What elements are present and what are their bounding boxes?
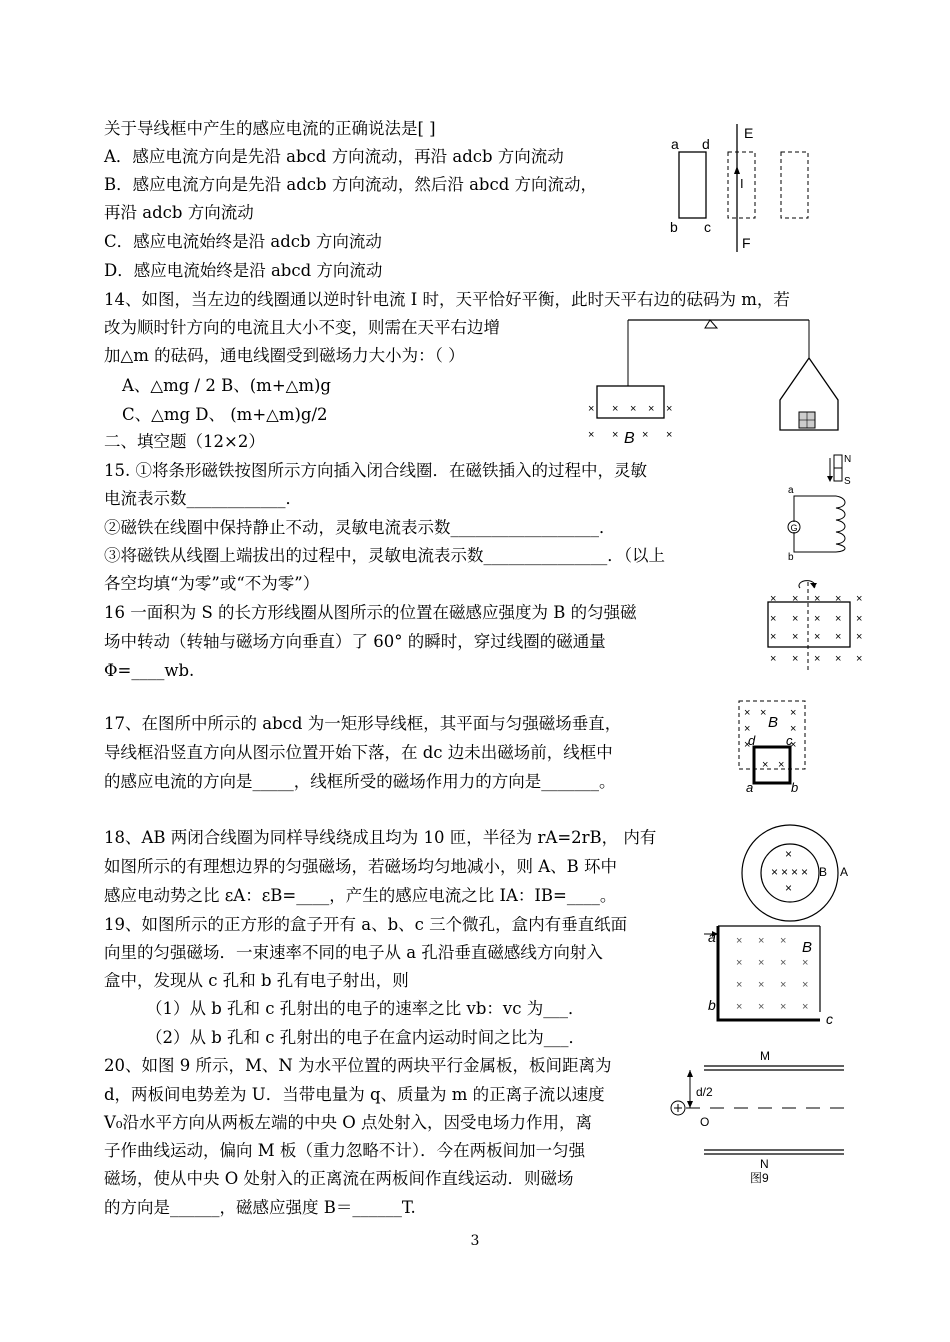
figure-q18-two-rings <box>736 820 856 928</box>
fig18-label-a: A <box>840 865 849 879</box>
figure-q17-falling-frame <box>736 698 816 796</box>
svg-text:×: × <box>758 935 765 947</box>
svg-text:×: × <box>790 707 797 719</box>
figure-q13-wire-frame <box>660 122 820 254</box>
q20-blank: 的方向是______，磁感应强度 B＝______T. <box>104 1198 416 1217</box>
page-number: 3 <box>470 1233 480 1249</box>
svg-text:×: × <box>758 979 765 991</box>
svg-text:×: × <box>814 653 821 665</box>
fig20-label-o: O <box>700 1115 710 1129</box>
q14-options-ab: A、△mg / 2 B、(m+△m)g <box>122 376 331 395</box>
q19-part-1: （1）从 b 孔和 c 孔射出的电子的速率之比 vb：vc 为___． <box>146 999 585 1018</box>
q14-options-cd: C、△mg D、 (m+△m)g/2 <box>122 405 328 424</box>
svg-text:×: × <box>666 429 673 441</box>
fig17-label-c: c <box>786 733 793 748</box>
svg-text:×: × <box>771 865 779 879</box>
svg-text:×: × <box>792 653 799 665</box>
fig15-label-a: a <box>788 485 794 496</box>
fig15-label-s: S <box>844 476 851 487</box>
fig14-label-b: B <box>624 430 635 446</box>
svg-text:×: × <box>770 593 777 605</box>
q20-stem-3: V₀沿水平方向从两板左端的中央 O 点处射入，因受电场力作用，离 <box>104 1113 593 1132</box>
fig13-label-a: a <box>671 136 679 152</box>
svg-text:×: × <box>790 723 797 735</box>
q13-option-b: B．感应电流方向是先沿 adcb 方向流动，然后沿 abcd 方向流动， <box>104 175 598 194</box>
fig13-label-d: d <box>702 136 710 152</box>
q15-note: 各空均填“为零”或“不为零”） <box>104 574 320 593</box>
svg-text:×: × <box>835 593 842 605</box>
q14-stem-3: 加△m 的砝码，通电线圈受到磁场力大小为：（ ） <box>104 346 465 365</box>
q17-stem-2: 导线框沿竖直方向从图示位置开始下落，在 dc 边未出磁场前，线框中 <box>104 743 613 762</box>
fig18-label-b: B <box>819 865 828 879</box>
svg-text:×: × <box>666 403 673 415</box>
fig19-label-c: c <box>826 1011 833 1027</box>
svg-text:×: × <box>802 979 809 991</box>
q18-blank: 感应电动势之比 εA：εB=____，产生的感应电流之比 IA：IB=____。 <box>104 886 617 905</box>
svg-text:×: × <box>736 957 743 969</box>
figure-q19-square-box <box>700 920 840 1030</box>
q13-option-d: D．感应电流始终是沿 abcd 方向流动 <box>104 261 383 280</box>
q16-stem-2: 场中转动（转轴与磁场方向垂直）了 60° 的瞬时，穿过线圈的磁通量 <box>104 632 606 651</box>
svg-text:×: × <box>802 1001 809 1013</box>
q19-stem-2: 向里的匀强磁场．一束速率不同的电子从 a 孔沿垂直磁感线方向射入 <box>104 943 603 962</box>
section-heading: 二、填空题（12×2） <box>104 432 265 451</box>
fig17-label-b: b <box>791 780 799 795</box>
svg-text:×: × <box>758 957 765 969</box>
q17-stem: 17、在图所中所示的 abcd 为一矩形导线框，其平面与匀强磁场垂直， <box>104 714 622 733</box>
svg-text:×: × <box>736 979 743 991</box>
svg-text:×: × <box>758 1001 765 1013</box>
svg-text:×: × <box>744 723 751 735</box>
q13-option-c: C．感应电流始终是沿 adcb 方向流动 <box>104 232 382 251</box>
fig15-label-b: b <box>788 552 794 563</box>
svg-text:×: × <box>856 593 863 605</box>
fig17-label-a: a <box>746 780 754 795</box>
fig15-galvanometer-g: G <box>790 523 798 533</box>
q16-stem: 16 一面积为 S 的长方形线圈从图所示的位置在磁感应强度为 B 的匀强磁 <box>104 603 637 622</box>
fig19-label-a: a <box>708 929 716 945</box>
q18-stem: 18、AB 两闭合线圈为同样导线绕成且均为 10 匝，半径为 rA=2rB， 内有 <box>104 828 657 847</box>
svg-text:×: × <box>778 759 785 771</box>
svg-text:×: × <box>835 653 842 665</box>
q19-stem-3: 盒中，发现从 c 孔和 b 孔有电子射出，则 <box>104 971 409 990</box>
fig13-label-e: E <box>744 125 754 141</box>
svg-text:×: × <box>780 935 787 947</box>
figure-q14-balance <box>584 314 846 446</box>
q17-blank: 的感应电流的方向是_____，线框所受的磁场作用力的方向是_______。 <box>104 772 616 791</box>
svg-text:×: × <box>814 593 821 605</box>
q15-blank-3: ③将磁铁从线圈上端拔出的过程中，灵敏电流表示数_______________．（以上 <box>104 546 665 565</box>
svg-text:×: × <box>588 429 595 441</box>
q14-stem-2: 改为顺时针方向的电流且大小不变，则需在天平右边增 <box>104 318 500 337</box>
fig13-label-c: c <box>704 219 711 235</box>
fig17-label-d: d <box>748 733 756 748</box>
svg-text:×: × <box>814 613 821 625</box>
q13-option-b-cont: 再沿 adcb 方向流动 <box>104 203 254 222</box>
svg-text:×: × <box>791 865 799 879</box>
svg-text:×: × <box>770 631 777 643</box>
svg-text:×: × <box>835 631 842 643</box>
q13-stem: 关于导线框中产生的感应电流的正确说法是[ ] <box>104 119 436 138</box>
svg-text:×: × <box>785 881 793 895</box>
fig20-label-n: N <box>760 1157 769 1171</box>
q18-stem-2: 如图所示的有理想边界的匀强磁场，若磁场均匀地减小，则 A、B 环中 <box>104 857 618 876</box>
svg-text:×: × <box>801 865 809 879</box>
svg-text:×: × <box>856 653 863 665</box>
svg-text:×: × <box>792 613 799 625</box>
svg-text:×: × <box>792 631 799 643</box>
svg-text:×: × <box>760 707 767 719</box>
fig17-label-b-field: B <box>768 714 779 731</box>
svg-text:×: × <box>630 403 637 415</box>
figure-q16-rotating-coil <box>762 578 872 674</box>
svg-text:×: × <box>612 429 619 441</box>
q19-part-2: （2）从 b 孔和 c 孔射出的电子在盒内运动时间之比为___． <box>146 1028 586 1047</box>
fig15-label-n: N <box>844 454 852 465</box>
svg-text:×: × <box>648 403 655 415</box>
svg-text:×: × <box>802 957 809 969</box>
svg-text:×: × <box>770 613 777 625</box>
q13-option-a: A．感应电流方向是先沿 abcd 方向流动，再沿 adcb 方向流动 <box>104 147 564 166</box>
fig20-label-half-d: d/2 <box>696 1085 713 1099</box>
svg-text:×: × <box>762 759 769 771</box>
fig13-label-b: b <box>670 219 678 235</box>
q20-stem-5: 磁场，使从中央 O 处射入的正离流在两板间作直线运动．则磁场 <box>104 1169 574 1188</box>
svg-text:×: × <box>588 403 595 415</box>
q15-stem: 15. ①将条形磁铁按图所示方向插入闭合线圈．在磁铁插入的过程中，灵敏 <box>104 461 647 480</box>
svg-text:×: × <box>785 847 793 861</box>
fig19-label-b-field: B <box>802 939 813 956</box>
q14-stem: 14、如图，当左边的线圈通以逆时针电流 I 时，天平恰好平衡，此时天平右边的砝码为 m，若 <box>104 290 790 309</box>
fig19-label-b: b <box>708 997 716 1013</box>
q20-stem: 20、如图 9 所示，M、N 为水平位置的两块平行金属板，板间距离为 <box>104 1056 612 1075</box>
svg-text:×: × <box>856 613 863 625</box>
fig13-label-i: I <box>740 176 744 191</box>
svg-text:×: × <box>780 979 787 991</box>
svg-text:×: × <box>792 593 799 605</box>
fig13-label-f: F <box>742 235 751 251</box>
svg-text:×: × <box>814 631 821 643</box>
svg-text:×: × <box>856 631 863 643</box>
svg-text:×: × <box>744 739 751 751</box>
figure-q15-magnet-coil <box>772 452 862 572</box>
q15-blank-2: ②磁铁在线圈中保持静止不动，灵敏电流表示数__________________． <box>104 518 616 537</box>
svg-text:×: × <box>736 935 743 947</box>
svg-text:×: × <box>770 653 777 665</box>
svg-text:×: × <box>642 429 649 441</box>
q16-blank: Φ=____wb. <box>104 661 195 680</box>
svg-text:×: × <box>736 1001 743 1013</box>
svg-text:×: × <box>612 403 619 415</box>
svg-text:×: × <box>780 1001 787 1013</box>
svg-text:×: × <box>790 739 797 751</box>
q20-stem-2: d，两板间电势差为 U．当带电量为 q、质量为 m 的正离子流以速度 <box>104 1085 605 1104</box>
figure-q20-parallel-plates <box>664 1044 850 1184</box>
svg-text:×: × <box>781 865 789 879</box>
fig20-caption: 图9 <box>750 1171 769 1184</box>
svg-text:×: × <box>780 957 787 969</box>
svg-text:×: × <box>744 707 751 719</box>
fig20-label-m: M <box>760 1049 770 1063</box>
svg-text:×: × <box>835 613 842 625</box>
q19-stem: 19、如图所示的正方形的盒子开有 a、b、c 三个微孔，盒内有垂直纸面 <box>104 915 628 934</box>
q15-blank-1: 电流表示数____________． <box>104 489 302 508</box>
q20-stem-4: 子作曲线运动，偏向 M 板（重力忽略不计）．今在两板间加一匀强 <box>104 1141 586 1160</box>
